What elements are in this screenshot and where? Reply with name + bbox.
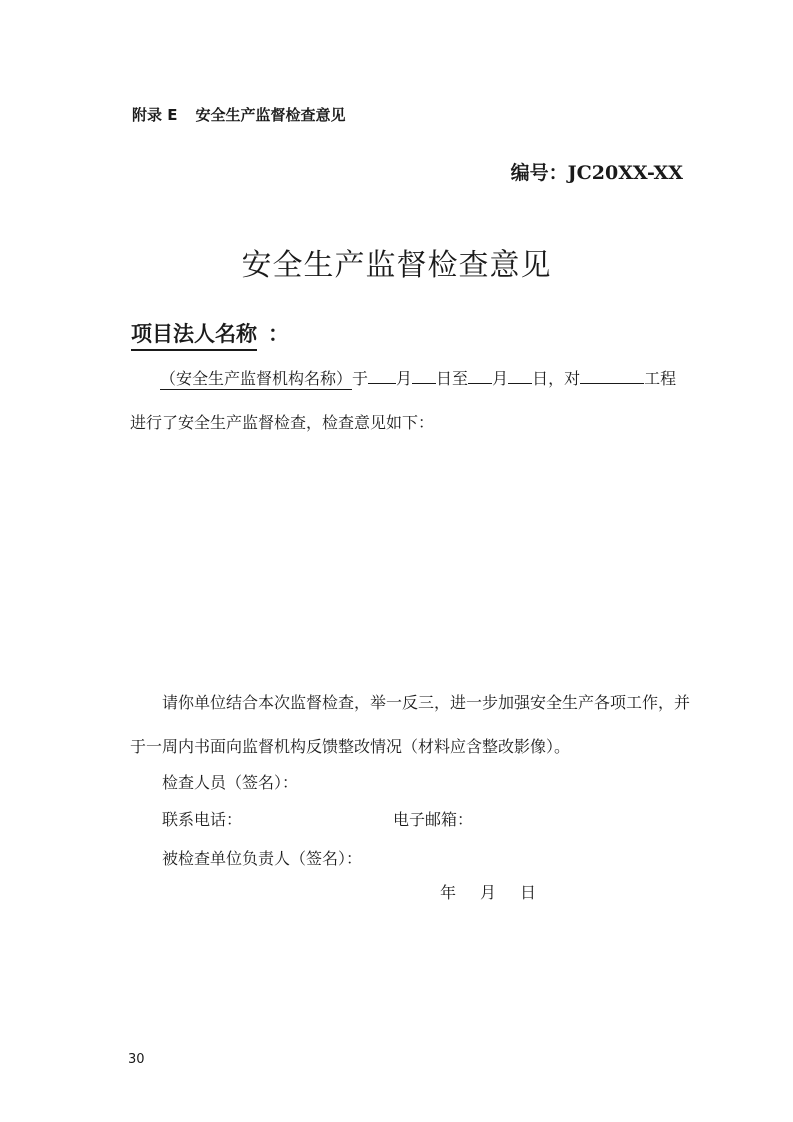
text-at: 于: [352, 369, 369, 388]
blank-end-day: [508, 369, 532, 384]
date-year: 年: [440, 883, 457, 902]
appendix-label: 附录 E: [132, 106, 178, 124]
email-label: 电子邮箱：: [393, 810, 474, 829]
text-day1: 日至: [436, 369, 469, 388]
blank-start-day: [412, 369, 436, 384]
page-number: 30: [128, 1052, 145, 1067]
blank-start-month: [368, 369, 396, 384]
date-day: 日: [520, 883, 537, 902]
inspection-statement-line1: [160, 366, 676, 390]
date-line: [440, 880, 560, 903]
phone-label: 联系电话：: [162, 810, 243, 829]
blank-project-name: [580, 369, 644, 384]
date-month: 月: [480, 883, 497, 902]
agency-name-field: （安全生产监督机构名称）: [160, 366, 352, 390]
inspector-signature-label: 检查人员（签名）：: [162, 773, 299, 792]
page-title: 安全生产监督检查意见: [241, 248, 552, 283]
rectification-request-line1: 请你单位结合本次监督检查，举一反三，进一步加强安全生产各项工作，并: [162, 693, 691, 712]
text-day2: 日，对: [532, 369, 581, 388]
inspection-statement-line2: 进行了安全生产监督检查，检查意见如下：: [130, 413, 435, 432]
text-month2: 月: [492, 369, 509, 388]
text-project: 工程: [644, 369, 677, 388]
rectification-request-line2: 于一周内书面向监督机构反馈整改情况（材料应含整改影像）。: [130, 737, 571, 756]
responsible-person-signature-label: 被检查单位负责人（签名）：: [162, 849, 363, 868]
project-owner-colon: ：: [268, 321, 289, 346]
document-number: 编号：JC20XX-XX: [510, 162, 683, 184]
project-owner-label: 项目法人名称: [131, 318, 257, 351]
text-month1: 月: [396, 369, 413, 388]
appendix-heading: [132, 104, 346, 125]
appendix-title: 安全生产监督检查意见: [195, 106, 346, 124]
blank-end-month: [468, 369, 492, 384]
